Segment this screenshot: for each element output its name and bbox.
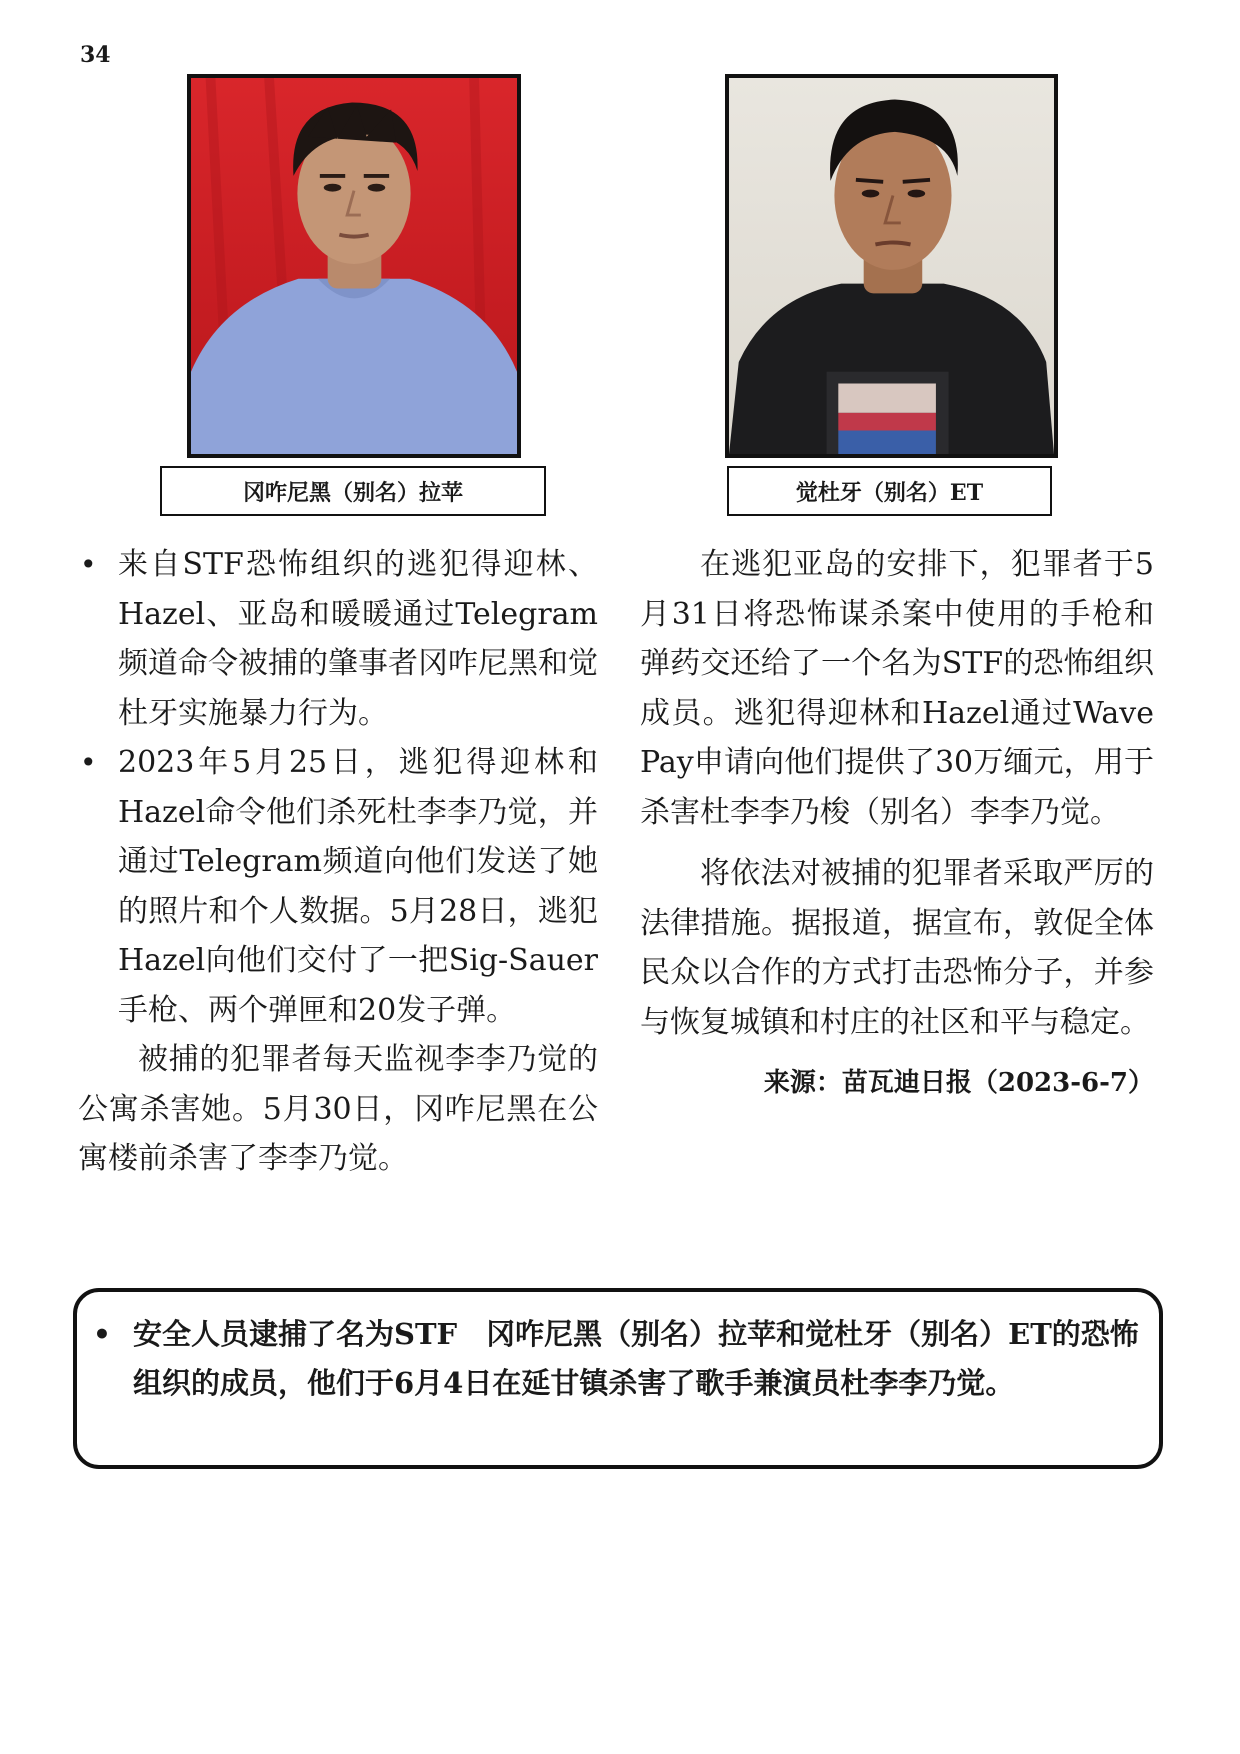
suspect-photo-left (187, 74, 521, 458)
bullet-marker: • (80, 548, 97, 581)
bullet-text: 2023年5月25日，逃犯得迎林和Hazel命令他们杀死杜李李乃觉，并通过Telegram频道向他们发送了她的照片和个人数据。5月28日，逃犯Hazel向他们交付了一把Sig-Sauer手枪、两个弹匣和20发子弹。 (118, 745, 598, 1028)
summary-notice-box (73, 1288, 1163, 1469)
bullet-marker: • (80, 746, 97, 779)
suspect-photo-right (725, 74, 1058, 458)
paragraph: 将依法对被捕的犯罪者采取严厉的法律措施。据报道，据宣布，敦促全体民众以合作的方式打击恐怖分子，并参与恢复城镇和村庄的社区和平与稳定。 (640, 856, 1154, 1040)
bullet-item (78, 540, 598, 738)
bullet-marker: • (93, 1318, 111, 1351)
right-column (640, 540, 1154, 1109)
page-number: 34 (80, 42, 111, 68)
suspect-portrait-left (191, 78, 517, 454)
bullet-text: 来自STF恐怖组织的逃犯得迎林、Hazel、亚岛和暖暖通过Telegram频道命令被捕的肇事者冈咋尼黑和觉杜牙实施暴力行为。 (118, 547, 598, 731)
notice-text: 安全人员逮捕了名为STF 冈咋尼黑（别名）拉苹和觉杜牙（别名）ET的恐怖组织的成员，他们于6月4日在延甘镇杀害了歌手兼演员杜李李乃觉。 (133, 1317, 1139, 1400)
left-column (78, 540, 598, 1184)
photo-caption-left: 冈咋尼黑（别名）拉苹 (160, 466, 546, 516)
paragraph: 在逃犯亚岛的安排下，犯罪者于5月31日将恐怖谋杀案中使用的手枪和弹药交还给了一个名为STF的恐怖组织成员。逃犯得迎林和Hazel通过Wave Pay申请向他们提供了30万缅元，用于杀害杜李李乃梭（别名）李李乃觉。 (640, 547, 1154, 830)
suspect-portrait-right (729, 78, 1054, 454)
photo-caption-right: 觉杜牙（别名）ET (727, 466, 1052, 516)
source-citation: 来源：苗瓦迪日报（2023-6-7） (763, 1068, 1154, 1098)
paragraph: 被捕的犯罪者每天监视李李乃觉的公寓杀害她。5月30日，冈咋尼黑在公寓楼前杀害了李李乃觉。 (78, 1042, 598, 1176)
bullet-item (78, 738, 598, 1035)
